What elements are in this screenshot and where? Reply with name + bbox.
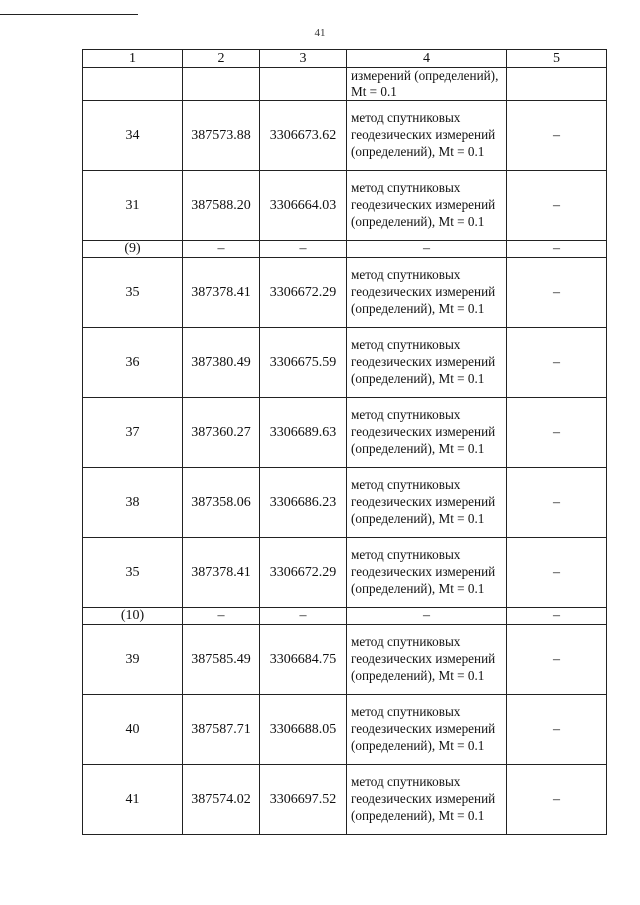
cell-y: 3306664.03 <box>260 171 347 241</box>
cell-y: – <box>260 608 347 625</box>
cell-point-id: 31 <box>83 171 183 241</box>
table-row <box>83 765 607 835</box>
column-header-1: 1 <box>83 50 183 68</box>
cell-note: – <box>507 608 607 625</box>
cell-method: метод спутниковых геодезических измерений (определений), Mt = 0.1 <box>347 538 507 608</box>
cell-note <box>507 68 607 101</box>
cell-x: 387574.02 <box>183 765 260 835</box>
table-row <box>83 468 607 538</box>
top-rule <box>0 14 138 15</box>
table-row <box>83 625 607 695</box>
cell-x <box>183 68 260 101</box>
cell-method: – <box>347 608 507 625</box>
cell-note: – <box>507 328 607 398</box>
cell-point-id: 34 <box>83 101 183 171</box>
cell-point-id: (9) <box>83 241 183 258</box>
table-row <box>83 538 607 608</box>
cell-x: 387573.88 <box>183 101 260 171</box>
table-row <box>83 171 607 241</box>
cell-x: 387585.49 <box>183 625 260 695</box>
cell-x: 387360.27 <box>183 398 260 468</box>
table-row <box>83 258 607 328</box>
cell-note: – <box>507 695 607 765</box>
table-row <box>83 328 607 398</box>
table-body <box>83 68 607 835</box>
cell-y <box>260 68 347 101</box>
cell-point-id: 40 <box>83 695 183 765</box>
column-header-2: 2 <box>183 50 260 68</box>
cell-method: метод спутниковых геодезических измерений (определений), Mt = 0.1 <box>347 765 507 835</box>
table-row <box>83 695 607 765</box>
cell-note: – <box>507 625 607 695</box>
cell-method: – <box>347 241 507 258</box>
cell-point-id <box>83 68 183 101</box>
cell-point-id: 35 <box>83 258 183 328</box>
cell-y: 3306675.59 <box>260 328 347 398</box>
cell-note: – <box>507 538 607 608</box>
cell-point-id: (10) <box>83 608 183 625</box>
cell-point-id: 37 <box>83 398 183 468</box>
cell-point-id: 39 <box>83 625 183 695</box>
cell-point-id: 41 <box>83 765 183 835</box>
cell-method: измерений (определений), Mt = 0.1 <box>347 68 507 101</box>
cell-note: – <box>507 101 607 171</box>
cell-y: – <box>260 241 347 258</box>
cell-y: 3306697.52 <box>260 765 347 835</box>
cell-y: 3306672.29 <box>260 538 347 608</box>
cell-method: метод спутниковых геодезических измерений (определений), Mt = 0.1 <box>347 468 507 538</box>
cell-y: 3306672.29 <box>260 258 347 328</box>
cell-method: метод спутниковых геодезических измерений (определений), Mt = 0.1 <box>347 258 507 328</box>
cell-x: 387378.41 <box>183 538 260 608</box>
coordinates-table <box>82 49 607 835</box>
cell-method: метод спутниковых геодезических измерений (определений), Mt = 0.1 <box>347 171 507 241</box>
table-row <box>83 398 607 468</box>
cell-point-id: 35 <box>83 538 183 608</box>
continuation-row <box>83 68 607 101</box>
cell-note: – <box>507 171 607 241</box>
cell-note: – <box>507 258 607 328</box>
cell-x: – <box>183 608 260 625</box>
cell-y: 3306684.75 <box>260 625 347 695</box>
cell-y: 3306688.05 <box>260 695 347 765</box>
cell-method: метод спутниковых геодезических измерений (определений), Mt = 0.1 <box>347 328 507 398</box>
column-header-4: 4 <box>347 50 507 68</box>
cell-point-id: 36 <box>83 328 183 398</box>
contour-separator-row <box>83 241 607 258</box>
cell-y: 3306673.62 <box>260 101 347 171</box>
cell-y: 3306689.63 <box>260 398 347 468</box>
contour-separator-row <box>83 608 607 625</box>
cell-method: метод спутниковых геодезических измерений (определений), Mt = 0.1 <box>347 398 507 468</box>
table-row <box>83 101 607 171</box>
cell-method: метод спутниковых геодезических измерений (определений), Mt = 0.1 <box>347 695 507 765</box>
cell-note: – <box>507 765 607 835</box>
cell-note: – <box>507 241 607 258</box>
cell-method: метод спутниковых геодезических измерений (определений), Mt = 0.1 <box>347 625 507 695</box>
cell-y: 3306686.23 <box>260 468 347 538</box>
cell-x: 387588.20 <box>183 171 260 241</box>
cell-method: метод спутниковых геодезических измерений (определений), Mt = 0.1 <box>347 101 507 171</box>
table-header-row <box>83 50 607 68</box>
page-number: 41 <box>314 27 326 39</box>
cell-x: – <box>183 241 260 258</box>
cell-point-id: 38 <box>83 468 183 538</box>
column-header-5: 5 <box>507 50 607 68</box>
cell-x: 387380.49 <box>183 328 260 398</box>
cell-x: 387378.41 <box>183 258 260 328</box>
cell-note: – <box>507 468 607 538</box>
cell-x: 387587.71 <box>183 695 260 765</box>
cell-x: 387358.06 <box>183 468 260 538</box>
cell-note: – <box>507 398 607 468</box>
column-header-3: 3 <box>260 50 347 68</box>
